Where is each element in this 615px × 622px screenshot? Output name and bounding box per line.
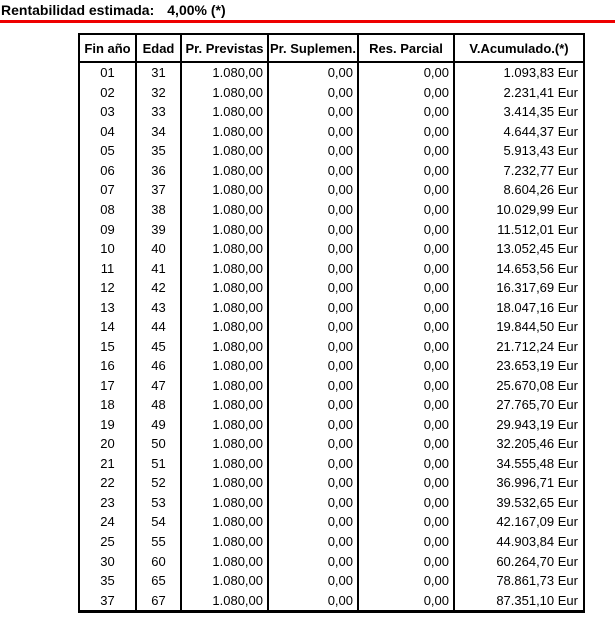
cell-pr-previstas: 1.080,00 (181, 336, 268, 356)
cell-edad: 43 (136, 297, 181, 317)
cell-edad: 49 (136, 415, 181, 435)
cell-v-acumulado: 78.861,73 Eur (496, 573, 578, 589)
cell-v-acumulado: 14.653,56 Eur (496, 260, 578, 276)
estimated-return-value: 4,00% (*) (167, 2, 226, 18)
cell-res-parcial: 0,00 (358, 297, 454, 317)
cell-fin-ano: 19 (79, 415, 136, 435)
cell-res-parcial: 0,00 (358, 102, 454, 122)
cell-res-parcial: 0,00 (358, 258, 454, 278)
table-row (79, 454, 584, 474)
cell-pr-suplemen: 0,00 (268, 434, 358, 454)
cell-v-acumulado: 87.351,10 Eur (496, 592, 578, 608)
projection-table (78, 33, 585, 613)
table-row (79, 512, 584, 532)
table-row (79, 258, 584, 278)
cell-edad: 31 (136, 62, 181, 83)
cell-pr-suplemen: 0,00 (268, 376, 358, 396)
cell-res-parcial: 0,00 (358, 512, 454, 532)
cell-fin-ano: 15 (79, 336, 136, 356)
cell-fin-ano: 03 (79, 102, 136, 122)
cell-fin-ano: 05 (79, 141, 136, 161)
cell-fin-ano: 22 (79, 473, 136, 493)
cell-pr-suplemen: 0,00 (268, 512, 358, 532)
cell-pr-suplemen: 0,00 (268, 551, 358, 571)
cell-pr-suplemen: 0,00 (268, 239, 358, 259)
table-row (79, 180, 584, 200)
table-row (79, 278, 584, 298)
cell-pr-suplemen: 0,00 (268, 532, 358, 552)
cell-pr-previstas: 1.080,00 (181, 122, 268, 142)
cell-fin-ano: 07 (79, 180, 136, 200)
cell-v-acumulado: 16.317,69 Eur (496, 280, 578, 296)
cell-edad: 37 (136, 180, 181, 200)
cell-res-parcial: 0,00 (358, 473, 454, 493)
column-header-pr-previstas: Pr. Previstas (181, 34, 268, 62)
cell-pr-suplemen: 0,00 (268, 395, 358, 415)
cell-res-parcial: 0,00 (358, 454, 454, 474)
cell-pr-suplemen: 0,00 (268, 180, 358, 200)
cell-v-acumulado: 42.167,09 Eur (496, 514, 578, 530)
table-row (79, 141, 584, 161)
cell-fin-ano: 06 (79, 161, 136, 181)
cell-edad: 42 (136, 278, 181, 298)
table-row (79, 493, 584, 513)
cell-pr-previstas: 1.080,00 (181, 83, 268, 103)
table-row (79, 83, 584, 103)
cell-pr-suplemen: 0,00 (268, 317, 358, 337)
cell-pr-suplemen: 0,00 (268, 454, 358, 474)
cell-v-acumulado: 8.604,26 Eur (503, 182, 578, 198)
cell-res-parcial: 0,00 (358, 395, 454, 415)
cell-pr-suplemen: 0,00 (268, 415, 358, 435)
cell-pr-suplemen: 0,00 (268, 62, 358, 83)
table-row (79, 590, 584, 611)
cell-fin-ano: 24 (79, 512, 136, 532)
cell-pr-previstas: 1.080,00 (181, 356, 268, 376)
table-row (79, 102, 584, 122)
cell-edad: 46 (136, 356, 181, 376)
cell-edad: 39 (136, 219, 181, 239)
cell-res-parcial: 0,00 (358, 161, 454, 181)
cell-res-parcial: 0,00 (358, 141, 454, 161)
cell-edad: 41 (136, 258, 181, 278)
table-row (79, 336, 584, 356)
cell-pr-previstas: 1.080,00 (181, 590, 268, 611)
cell-v-acumulado: 32.205,46 Eur (496, 436, 578, 452)
cell-v-acumulado: 10.029,99 Eur (496, 201, 578, 217)
title-underline-rule (0, 20, 615, 23)
column-header-pr-suplemen: Pr. Suplemen. (268, 34, 358, 62)
cell-fin-ano: 10 (79, 239, 136, 259)
cell-v-acumulado: 25.670,08 Eur (496, 377, 578, 393)
cell-res-parcial: 0,00 (358, 336, 454, 356)
projection-table-body (79, 62, 584, 611)
cell-pr-suplemen: 0,00 (268, 161, 358, 181)
table-row (79, 317, 584, 337)
cell-fin-ano: 09 (79, 219, 136, 239)
cell-v-acumulado: 27.765,70 Eur (496, 397, 578, 413)
cell-v-acumulado: 39.532,65 Eur (496, 494, 578, 510)
cell-edad: 33 (136, 102, 181, 122)
cell-pr-previstas: 1.080,00 (181, 532, 268, 552)
cell-res-parcial: 0,00 (358, 83, 454, 103)
cell-pr-previstas: 1.080,00 (181, 297, 268, 317)
cell-pr-previstas: 1.080,00 (181, 376, 268, 396)
cell-fin-ano: 04 (79, 122, 136, 142)
cell-edad: 50 (136, 434, 181, 454)
cell-v-acumulado: 21.712,24 Eur (496, 338, 578, 354)
cell-fin-ano: 12 (79, 278, 136, 298)
cell-pr-suplemen: 0,00 (268, 590, 358, 611)
cell-fin-ano: 01 (79, 62, 136, 83)
table-row (79, 532, 584, 552)
cell-pr-previstas: 1.080,00 (181, 551, 268, 571)
column-header-edad: Edad (136, 34, 181, 62)
cell-res-parcial: 0,00 (358, 376, 454, 396)
cell-fin-ano: 25 (79, 532, 136, 552)
cell-fin-ano: 20 (79, 434, 136, 454)
cell-v-acumulado: 2.231,41 Eur (503, 84, 578, 100)
cell-pr-suplemen: 0,00 (268, 200, 358, 220)
cell-edad: 35 (136, 141, 181, 161)
cell-edad: 54 (136, 512, 181, 532)
cell-pr-previstas: 1.080,00 (181, 161, 268, 181)
estimated-return-title (1, 2, 226, 18)
column-header-res-parcial: Res. Parcial (358, 34, 454, 62)
cell-pr-previstas: 1.080,00 (181, 454, 268, 474)
cell-edad: 51 (136, 454, 181, 474)
cell-pr-previstas: 1.080,00 (181, 141, 268, 161)
cell-res-parcial: 0,00 (358, 434, 454, 454)
cell-res-parcial: 0,00 (358, 200, 454, 220)
cell-edad: 60 (136, 551, 181, 571)
cell-v-acumulado: 5.913,43 Eur (503, 143, 578, 159)
cell-v-acumulado: 34.555,48 Eur (496, 455, 578, 471)
cell-pr-suplemen: 0,00 (268, 219, 358, 239)
cell-pr-previstas: 1.080,00 (181, 415, 268, 435)
cell-res-parcial: 0,00 (358, 239, 454, 259)
cell-pr-suplemen: 0,00 (268, 571, 358, 591)
cell-res-parcial: 0,00 (358, 180, 454, 200)
table-row (79, 161, 584, 181)
cell-v-acumulado: 19.844,50 Eur (496, 319, 578, 335)
cell-pr-suplemen: 0,00 (268, 141, 358, 161)
cell-edad: 32 (136, 83, 181, 103)
cell-fin-ano: 14 (79, 317, 136, 337)
cell-edad: 38 (136, 200, 181, 220)
cell-pr-previstas: 1.080,00 (181, 571, 268, 591)
table-row (79, 376, 584, 396)
table-row (79, 297, 584, 317)
cell-pr-previstas: 1.080,00 (181, 200, 268, 220)
cell-res-parcial: 0,00 (358, 219, 454, 239)
cell-v-acumulado: 23.653,19 Eur (496, 358, 578, 374)
column-header-v-acumulado: V.Acumulado.(*) (454, 34, 584, 62)
cell-v-acumulado: 60.264,70 Eur (496, 553, 578, 569)
cell-v-acumulado: 11.512,01 Eur (497, 221, 578, 237)
cell-pr-suplemen: 0,00 (268, 278, 358, 298)
cell-res-parcial: 0,00 (358, 278, 454, 298)
cell-pr-suplemen: 0,00 (268, 473, 358, 493)
cell-edad: 55 (136, 532, 181, 552)
cell-pr-previstas: 1.080,00 (181, 317, 268, 337)
cell-edad: 40 (136, 239, 181, 259)
cell-edad: 36 (136, 161, 181, 181)
cell-pr-previstas: 1.080,00 (181, 239, 268, 259)
cell-edad: 34 (136, 122, 181, 142)
cell-pr-suplemen: 0,00 (268, 102, 358, 122)
cell-v-acumulado: 1.093,83 Eur (503, 65, 578, 81)
cell-v-acumulado: 4.644,37 Eur (503, 123, 578, 139)
cell-pr-previstas: 1.080,00 (181, 180, 268, 200)
cell-edad: 53 (136, 493, 181, 513)
cell-edad: 44 (136, 317, 181, 337)
cell-fin-ano: 11 (79, 258, 136, 278)
table-row (79, 356, 584, 376)
cell-fin-ano: 02 (79, 83, 136, 103)
cell-fin-ano: 21 (79, 454, 136, 474)
table-row (79, 200, 584, 220)
cell-fin-ano: 08 (79, 200, 136, 220)
table-row (79, 571, 584, 591)
cell-pr-previstas: 1.080,00 (181, 434, 268, 454)
cell-fin-ano: 16 (79, 356, 136, 376)
table-row (79, 395, 584, 415)
cell-edad: 48 (136, 395, 181, 415)
cell-pr-previstas: 1.080,00 (181, 219, 268, 239)
cell-pr-suplemen: 0,00 (268, 83, 358, 103)
cell-pr-suplemen: 0,00 (268, 297, 358, 317)
cell-pr-previstas: 1.080,00 (181, 102, 268, 122)
cell-res-parcial: 0,00 (358, 415, 454, 435)
cell-pr-suplemen: 0,00 (268, 356, 358, 376)
cell-pr-previstas: 1.080,00 (181, 395, 268, 415)
cell-res-parcial: 0,00 (358, 356, 454, 376)
estimated-return-label: Rentabilidad estimada: (1, 2, 155, 18)
cell-fin-ano: 13 (79, 297, 136, 317)
cell-pr-previstas: 1.080,00 (181, 512, 268, 532)
cell-v-acumulado: 13.052,45 Eur (496, 241, 578, 257)
column-header-fin-ano: Fin año (79, 34, 136, 62)
table-row (79, 415, 584, 435)
cell-fin-ano: 23 (79, 493, 136, 513)
header-row (79, 34, 584, 62)
table-row (79, 551, 584, 571)
table-row (79, 122, 584, 142)
cell-edad: 67 (136, 590, 181, 611)
cell-res-parcial: 0,00 (358, 122, 454, 142)
cell-fin-ano: 37 (79, 590, 136, 611)
cell-res-parcial: 0,00 (358, 590, 454, 611)
cell-edad: 65 (136, 571, 181, 591)
cell-v-acumulado: 44.903,84 Eur (496, 534, 578, 550)
table-row (79, 473, 584, 493)
cell-edad: 47 (136, 376, 181, 396)
cell-v-acumulado: 18.047,16 Eur (496, 299, 578, 315)
cell-v-acumulado: 3.414,35 Eur (503, 104, 578, 120)
table-row (79, 434, 584, 454)
cell-fin-ano: 17 (79, 376, 136, 396)
table-row (79, 219, 584, 239)
cell-v-acumulado: 29.943,19 Eur (496, 416, 578, 432)
cell-res-parcial: 0,00 (358, 317, 454, 337)
cell-pr-previstas: 1.080,00 (181, 493, 268, 513)
cell-pr-previstas: 1.080,00 (181, 258, 268, 278)
cell-edad: 52 (136, 473, 181, 493)
table-row (79, 62, 584, 83)
cell-res-parcial: 0,00 (358, 571, 454, 591)
cell-res-parcial: 0,00 (358, 532, 454, 552)
cell-pr-suplemen: 0,00 (268, 258, 358, 278)
cell-pr-suplemen: 0,00 (268, 336, 358, 356)
cell-pr-suplemen: 0,00 (268, 493, 358, 513)
cell-v-acumulado: 7.232,77 Eur (503, 162, 578, 178)
projection-table-header (79, 34, 584, 62)
cell-pr-suplemen: 0,00 (268, 122, 358, 142)
cell-fin-ano: 30 (79, 551, 136, 571)
cell-res-parcial: 0,00 (358, 493, 454, 513)
cell-res-parcial: 0,00 (358, 62, 454, 83)
cell-v-acumulado: 36.996,71 Eur (496, 475, 578, 491)
cell-res-parcial: 0,00 (358, 551, 454, 571)
table-row (79, 239, 584, 259)
cell-pr-previstas: 1.080,00 (181, 62, 268, 83)
cell-pr-previstas: 1.080,00 (181, 278, 268, 298)
cell-fin-ano: 18 (79, 395, 136, 415)
cell-edad: 45 (136, 336, 181, 356)
cell-pr-previstas: 1.080,00 (181, 473, 268, 493)
cell-fin-ano: 35 (79, 571, 136, 591)
